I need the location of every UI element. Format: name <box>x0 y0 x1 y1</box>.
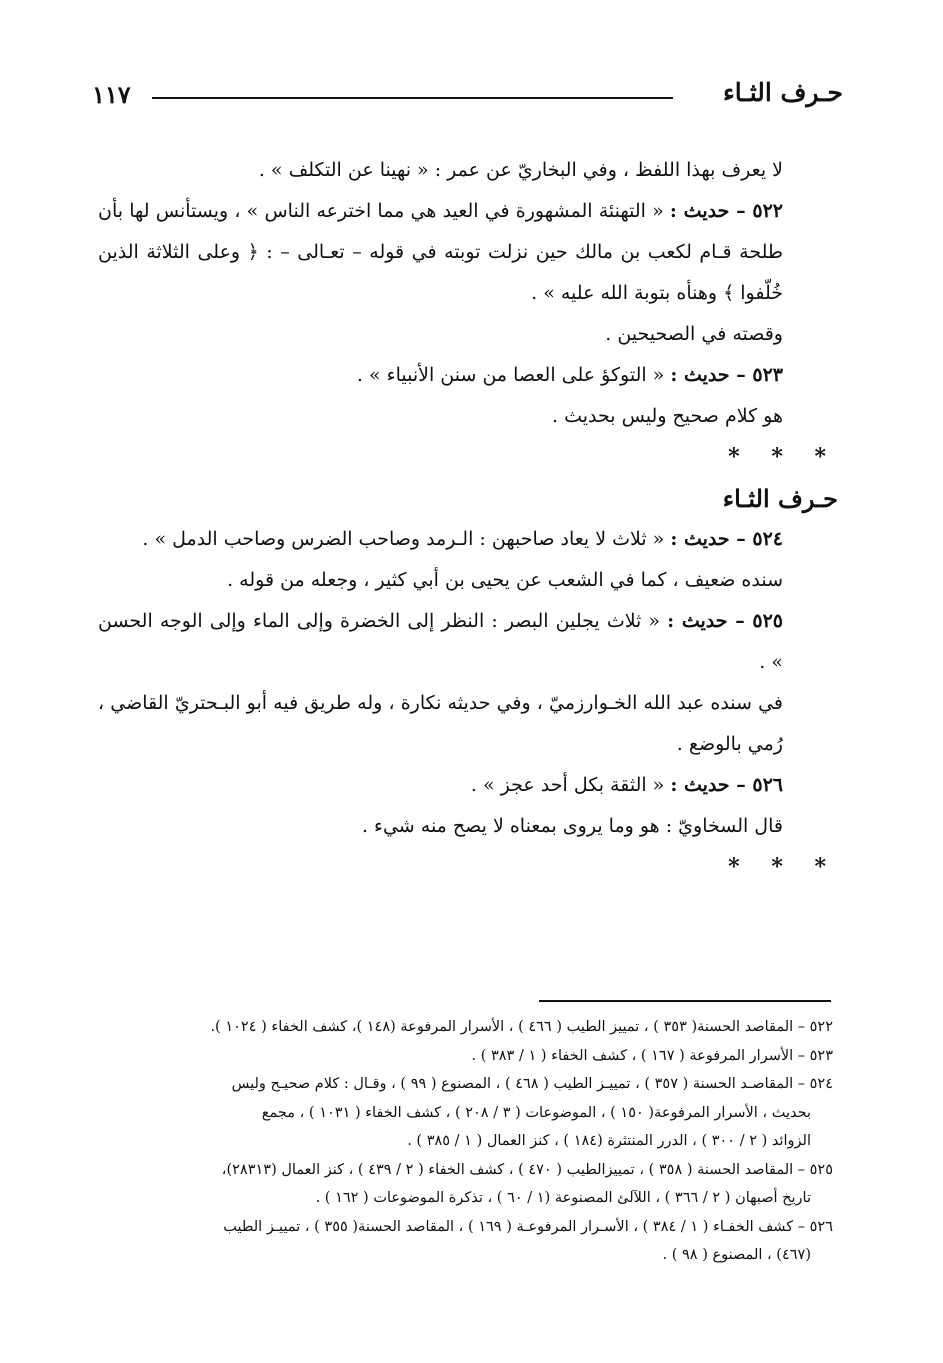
paragraph: في سنده عبد الله الخـوارزميّ ، وفي حديثه نكارة ، وله طريق فيه أبو البـحتريّ القاضي ، رُمي بالوضع . <box>98 692 783 755</box>
footnote-524-continued: بحديث ، الأسرار المرفوعة( ١٥٠ ) ، الموضوعات ( ٣ / ٢٠٨ ) ، كشف الخفاء ( ١٠٣١ ) ، مجمع <box>261 1104 811 1121</box>
hadith-entry-525 <box>98 601 838 683</box>
running-header <box>92 78 843 118</box>
paragraph: وقصته في الصحيحين . <box>605 323 783 345</box>
footnotes <box>100 1013 833 1270</box>
entry-number: ٥٢٤ – حديث : <box>670 528 783 550</box>
footnote-524: ٥٢٤ – المقاصـد الحسنة ( ٣٥٧ ) ، تمييـز الطيب ( ٤٦٨ ) ، المصنوع ( ٩٩ ) ، وقـال : كلام صحيـح وليس <box>231 1076 833 1092</box>
hadith-entry-524 <box>98 519 838 560</box>
entry-text: « ثلاث لا يعاد صاحبهن : الـرمد وصاحب الضرس وصاحب الدمل » . <box>142 528 671 550</box>
paragraph: لا يعرف بهذا اللفظ ، وفي البخاريّ عن عمر : « نهينا عن التكلف » . <box>258 159 783 181</box>
entry-number: ٥٢٥ – حديث : <box>667 610 783 632</box>
footnote-525-continued: تاريخ أصبهان ( ٢ / ٣٦٦ ) ، اللآلئ المصنوعة (١ / ٦٠ ) ، تذكرة الموضوعات ( ١٦٢ ) . <box>315 1190 811 1206</box>
entry-number: ٥٢٢ – حديث : <box>669 200 783 222</box>
hadith-entry-522 <box>98 191 838 314</box>
header-rule <box>152 97 673 99</box>
footnote-525: ٥٢٥ – المقاصد الحسنة ( ٣٥٨ ) ، تمييزالطيب ( ٤٧٠ ) ، كشف الخفاء ( ٢ / ٤٣٩ ) ، كنز العمال (٢٨٣١٣)، <box>221 1161 833 1178</box>
main-text <box>98 150 838 888</box>
footnote-523: ٥٢٣ – الأسرار المرفوعة ( ١٦٧ ) ، كشف الخفاء ( ١ / ٣٨٣ ) . <box>471 1047 833 1064</box>
footnote-524-continued: الزوائد ( ٢ / ٣٠٠ ) ، الدرر المنتثرة (١٨٤ ) ، كنز العمال ( ١ / ٣٨٥ ) . <box>407 1133 811 1149</box>
entry-text: « التهنئة المشهورة في العيد هي مما اخترعه الناس » ، ويستأنس لها بأن طلحة قـام لكعب بن مالك حين نزلت توبته في قوله – تعـالى – : ﴿ وعلى الثلاثة الذين خُلّفوا ﴾ وهنأه بتوبة الله عليه » . <box>98 200 783 304</box>
entry-text: « الثقة بكل أحد عجز » . <box>470 774 671 796</box>
entry-number: ٥٢٦ – حديث : <box>670 774 783 796</box>
footnote-526: ٥٢٦ – كشف الخفـاء ( ١ / ٣٨٤ ) ، الأسـرار المرفوعـة ( ١٦٩ ) ، المقاصد الحسنة( ٣٥٥ ) ، تمييـز الطيب <box>223 1218 833 1235</box>
section-separator: * * * <box>728 854 838 880</box>
hadith-entry-526 <box>98 765 838 806</box>
entry-text: « ثلاث يجلين البصر : النظر إلى الخضرة وإلى الماء وإلى الوجه الحسن » . <box>98 610 783 673</box>
running-head: حـرف الثـاء <box>723 78 843 107</box>
footnote-526-continued: (٤٦٧) ، المصنوع ( ٩٨ ) . <box>662 1247 811 1263</box>
hadith-entry-523 <box>98 355 838 396</box>
entry-number: ٥٢٣ – حديث : <box>670 364 783 386</box>
paragraph: سنده ضعيف ، كما في الشعب عن يحيى بن أبي كثير ، وجعله من قوله . <box>227 569 783 591</box>
page-number: ١١٧ <box>92 80 131 109</box>
footnote-rule <box>539 1000 831 1002</box>
paragraph: هو كلام صحيح وليس بحديث . <box>551 405 783 427</box>
paragraph: قال السخاويّ : هو وما يروى بمعناه لا يصح منه شيء . <box>361 815 783 837</box>
entry-text: « التوكؤ على العصا من سنن الأنبياء » . <box>356 364 671 386</box>
section-title: حـرف الثـاء <box>722 484 838 513</box>
footnote-522: ٥٢٢ – المقاصد الحسنة( ٣٥٣ ) ، تمييز الطيب ( ٤٦٦ ) ، الأسرار المرفوعة (١٤٨ )، كشف الخفاء ( ١٠٢٤ ). <box>210 1019 833 1035</box>
section-separator: * * * <box>728 444 838 470</box>
